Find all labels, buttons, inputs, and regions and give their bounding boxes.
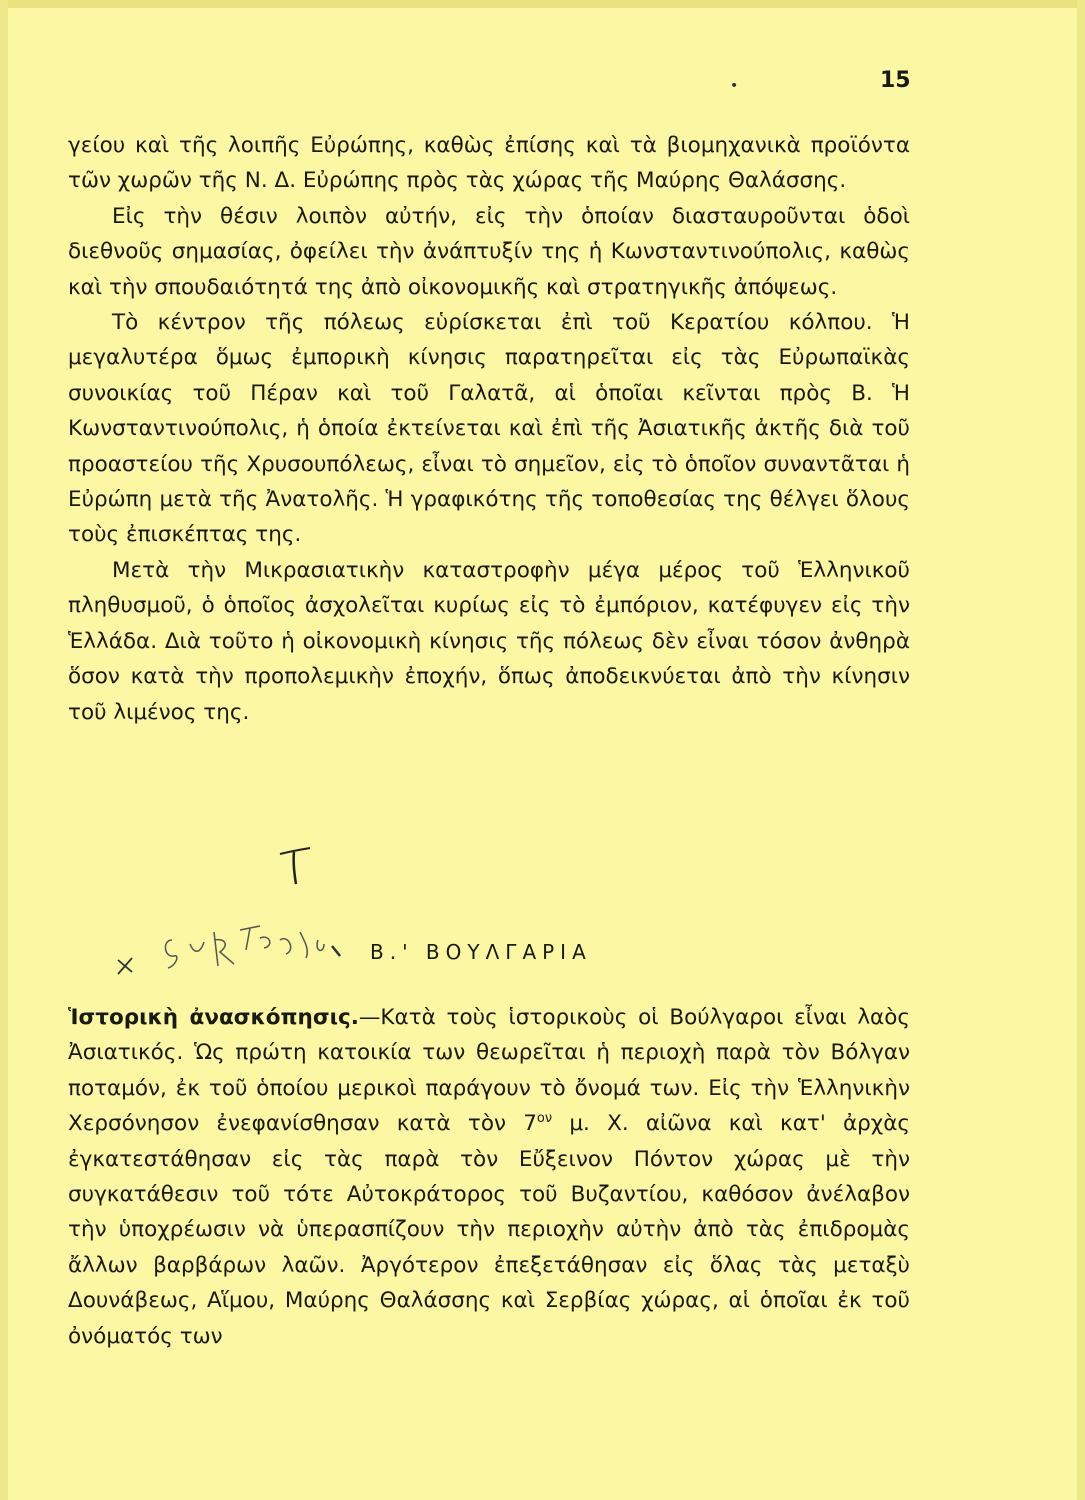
paragraph-text: μ. Χ. αἰῶνα καὶ κατ' ἀρχὰς ἐγκατεστάθησαν εἰς τὰς παρὰ τὸν Εὔξεινον Πόντον χώρας μὲ τὴν συγκατάθεσιν τοῦ τότε Αὐτοκράτορος τοῦ Βυζαντίου, καθόσον ἀνέλαβον τὴν ὑποχρέωσιν νὰ ὑπερασπίζουν τὴν περιοχὴν αὐτὴν ἀπὸ τὰς ἐπιδρομὰς ἄλλων βαρβάρων λαῶν. Ἀργότερον ἐπεξετάθησαν εἰς ὅλας τὰς μεταξὺ Δουνάβεως, Αἵμου, Μαύρης Θαλάσσης καὶ Σερβίας χώρας, αἱ ὁποῖαι ἐκ τοῦ ὀνόματός των bbox=[68, 1111, 910, 1349]
handwritten-mark-icon bbox=[276, 842, 316, 888]
paragraph bbox=[68, 1000, 910, 1354]
subheading: Ἱστορικὴ ἀνασκόπησις. bbox=[68, 1005, 359, 1030]
paragraph: γείου καὶ τῆς λοιπῆς Εὐρώπης, καθὼς ἐπίσης καὶ τὰ βιομηχανικὰ προϊόντα τῶν χωρῶν τῆς Ν. Δ. Εὐρώπης πρὸς τὰς χώρας τῆς Μαύρης Θαλάσσης. bbox=[68, 133, 910, 194]
superscript: ον bbox=[536, 1111, 553, 1127]
section-heading: Β.' ΒΟΥΛΓΑΡΙΑ bbox=[370, 940, 592, 964]
body-text bbox=[68, 128, 910, 730]
margin-dot: • bbox=[730, 78, 739, 94]
paragraph: Τὸ κέντρον τῆς πόλεως εὑρίσκεται ἐπὶ τοῦ Κερατίου κόλπου. Ἡ μεγαλυτέρα ὅμως ἐμπορικὴ κίνησις παρατηρεῖται εἰς τὰς Εὐρωπαϊκὰς συνοικίας τοῦ Πέραν καὶ τοῦ Γαλατᾶ, αἱ ὁποῖαι κεῖνται πρὸς Β. Ἡ Κωνσταντινούπολις, ἡ ὁποία ἐκτείνεται καὶ ἐπὶ τῆς Ἀσιατικῆς ἀκτῆς διὰ τοῦ προαστείου τῆς Χρυσουπόλεως, εἶναι τὸ σημεῖον, εἰς τὸ ὁποῖον συναντᾶται ἡ Εὐρώπη μετὰ τῆς Ἀνατολῆς. Ἡ γραφικότης τῆς τοποθεσίας της θέλγει ὅλους τοὺς ἐπισκέπτας της. bbox=[68, 310, 910, 548]
page-edge-right bbox=[1077, 0, 1085, 1500]
paragraph: Μετὰ τὴν Μικρασιατικὴν καταστροφὴν μέγα μέρος τοῦ Ἑλληνικοῦ πληθυσμοῦ, ὁ ὁποῖος ἀσχολεῖται κυρίως εἰς τὸ ἐμπόριον, κατέφυγεν εἰς τὴν Ἑλλάδα. Διὰ τοῦτο ἡ οἰκονομικὴ κίνησις τῆς πόλεως δὲν εἶναι τόσον ἀνθηρὰ ὅσον κατὰ τὴν προπολεμικὴν ἐποχήν, ὅπως ἀποδεικνύεται ἀπὸ τὴν κίνησιν τοῦ λιμένος της. bbox=[68, 557, 910, 725]
page-edge-left bbox=[0, 0, 8, 1500]
page-edge-top bbox=[0, 0, 1085, 8]
paragraph: Εἰς τὴν θέσιν λοιπὸν αὐτήν, εἰς τὴν ὁποίαν διασταυροῦνται ὁδοὶ διεθνοῦς σημασίας, ὀφείλει τὴν ἀνάπτυξίν της ἡ Κωνσταντινούπολις, καθὼς καὶ τὴν σπουδαιότητά της ἀπὸ οἰκονομικῆς καὶ στρατηγικῆς ἀπόψεως. bbox=[68, 203, 910, 300]
handwritten-scribble-icon bbox=[110, 910, 360, 980]
page-number: 15 bbox=[880, 68, 911, 93]
paragraph-text: —Κατὰ τοὺς ἱστορικοὺς οἱ Βούλγαροι εἶναι λαὸς Ἀσιατικός. Ὡς πρώτη κατοικία των θεωρεῖται ἡ περιοχὴ παρὰ τὸν Βόλγαν ποταμόν, ἐκ τοῦ ὁποίου μερικοὶ παράγουν τὸ ὄνομά των. Εἰς τὴν Ἑλληνικὴν Χερσόνησον ἐνεφανίσθησαν κατὰ τὸν 7 bbox=[68, 1005, 910, 1137]
section-text bbox=[68, 1000, 910, 1354]
